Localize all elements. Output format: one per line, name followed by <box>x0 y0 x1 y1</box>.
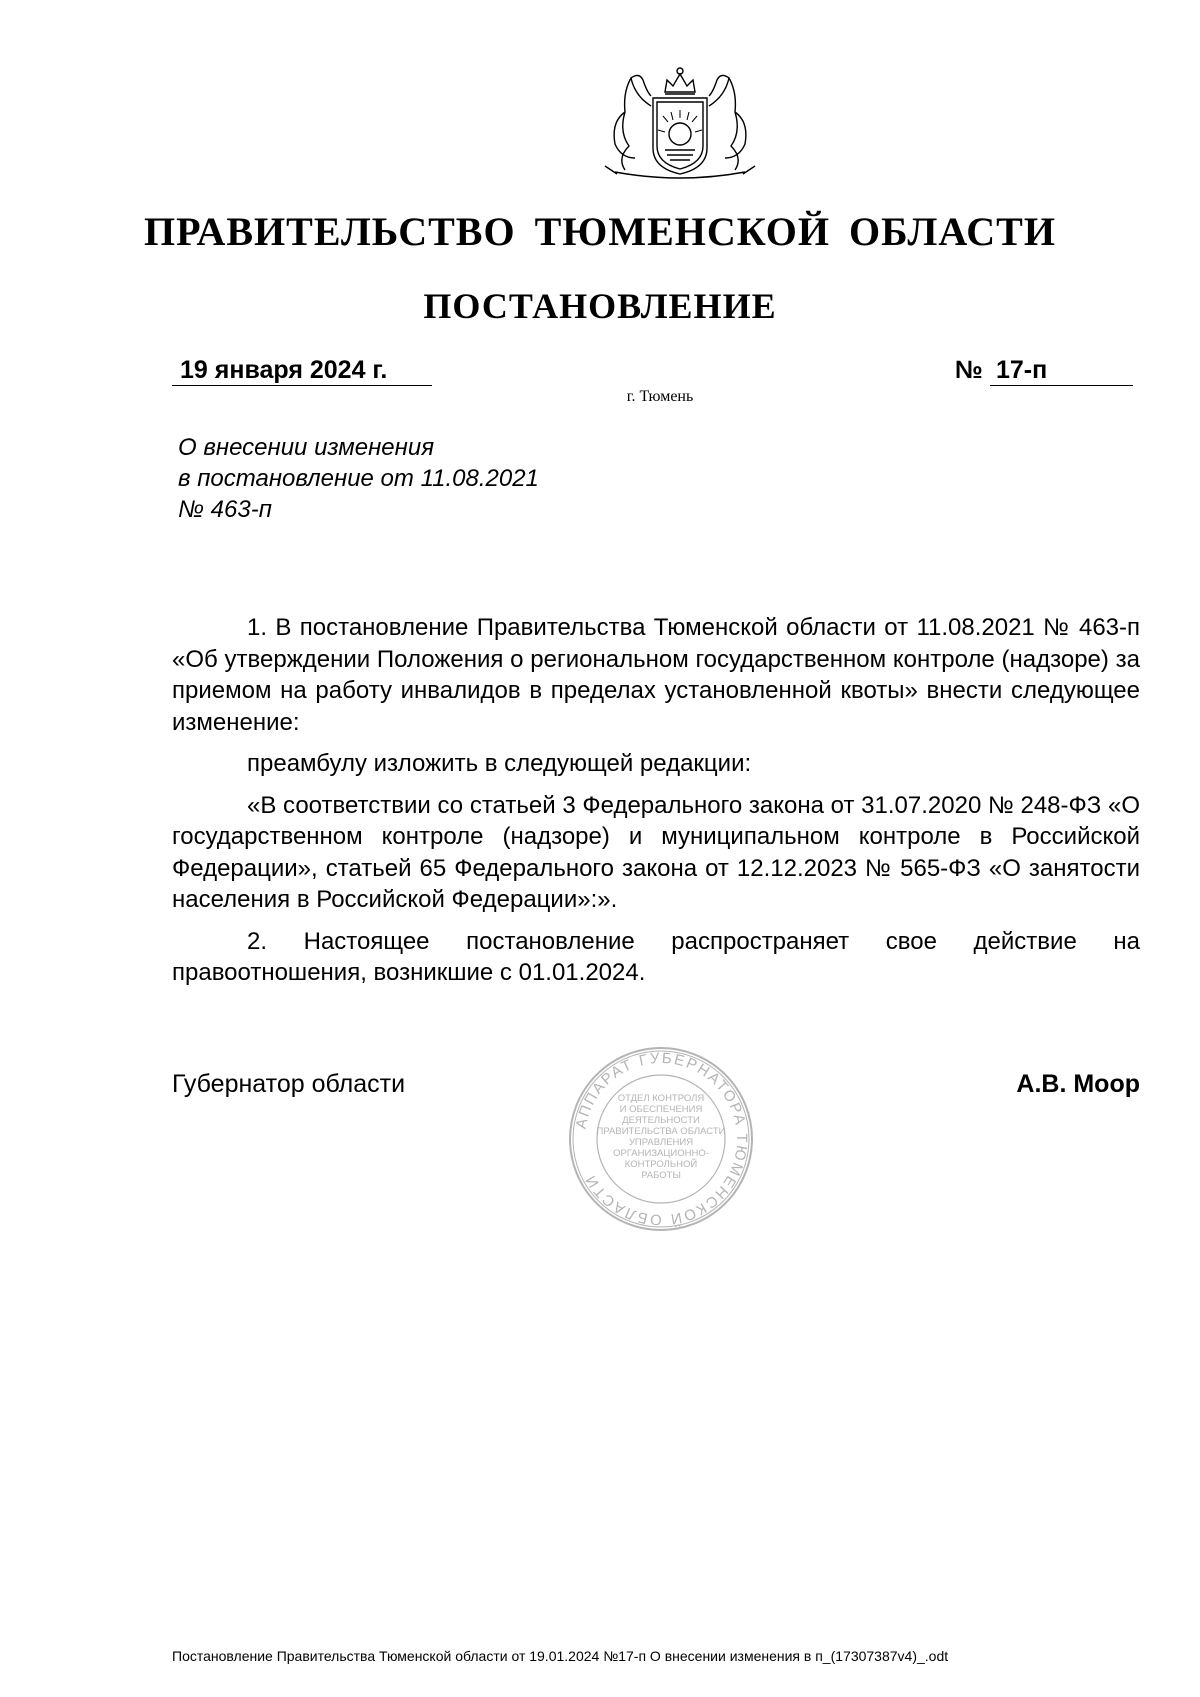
body-paragraph: 2. Настоящее постановление распространяет свое действие на правоотношения, возникшие с 01.01.2024. <box>172 927 1140 986</box>
subject-line: О внесении изменения <box>178 434 435 461</box>
stamp-line: ОРГАНИЗАЦИОННО- <box>613 1148 709 1159</box>
stamp-outer-text: АППАРАТ ГУБЕРНАТОРА ТЮМЕНСКОЙ ОБЛАСТИ <box>572 1049 751 1229</box>
stamp-line: РАБОТЫ <box>641 1170 681 1181</box>
document-subject <box>178 432 539 525</box>
coat-of-arms-icon <box>595 62 765 182</box>
signer-title: Губернатор области <box>172 1070 406 1098</box>
document-body <box>172 612 1140 989</box>
stamp-line: ДЕЯТЕЛЬНОСТИ <box>622 1115 700 1126</box>
official-stamp <box>567 1045 755 1233</box>
body-paragraph: «В соответствии со статьей 3 Федерального закона от 31.07.2020 № 248-ФЗ «О государственном контроле (надзоре) и муниципальном контроле в Российской Федерации», статьей 65 Федерального закона от 12.12.2023 № 565-ФЗ «О занятости населения в Российской Федерации»:». <box>172 791 1140 913</box>
footer-filename: Постановление Правительства Тюменской области от 19.01.2024 №17-п О внесении изменения в п_(17307387v4)_.odt <box>172 1648 949 1664</box>
number-sign: № <box>955 356 983 384</box>
stamp-line: УПРАВЛЕНИЯ <box>628 1137 694 1148</box>
document-number: 17-п <box>990 356 1133 386</box>
organization-title: ПРАВИТЕЛЬСТВО ТЮМЕНСКОЙ ОБЛАСТИ <box>144 209 1056 254</box>
subject-line: в постановление от 11.08.2021 <box>178 465 539 492</box>
stamp-line: КОНТРОЛЬНОЙ <box>624 1159 698 1170</box>
subject-line: № 463-п <box>178 496 272 523</box>
document-date: 19 января 2024 г. <box>172 356 432 386</box>
stamp-line: И ОБЕСПЕЧЕНИЯ <box>619 1104 703 1115</box>
city-label: г. Тюмень <box>626 388 694 405</box>
stamp-line: ОТДЕЛ КОНТРОЛЯ <box>617 1093 705 1104</box>
stamp-line: ПРАВИТЕЛЬСТВА ОБЛАСТИ <box>596 1126 726 1137</box>
body-paragraph: преамбулу изложить в следующей редакции: <box>247 750 752 777</box>
document-type-heading: ПОСТАНОВЛЕНИЕ <box>423 286 777 326</box>
body-paragraph: 1. В постановление Правительства Тюменской области от 11.08.2021 № 463-п «Об утверждении Положения о региональном государственном контроле (надзоре) за приемом на работу инвалидов в пределах установленной квоты» внести следующее изменение: <box>172 614 1140 736</box>
signer-name: А.В. Моор <box>1016 1070 1140 1098</box>
